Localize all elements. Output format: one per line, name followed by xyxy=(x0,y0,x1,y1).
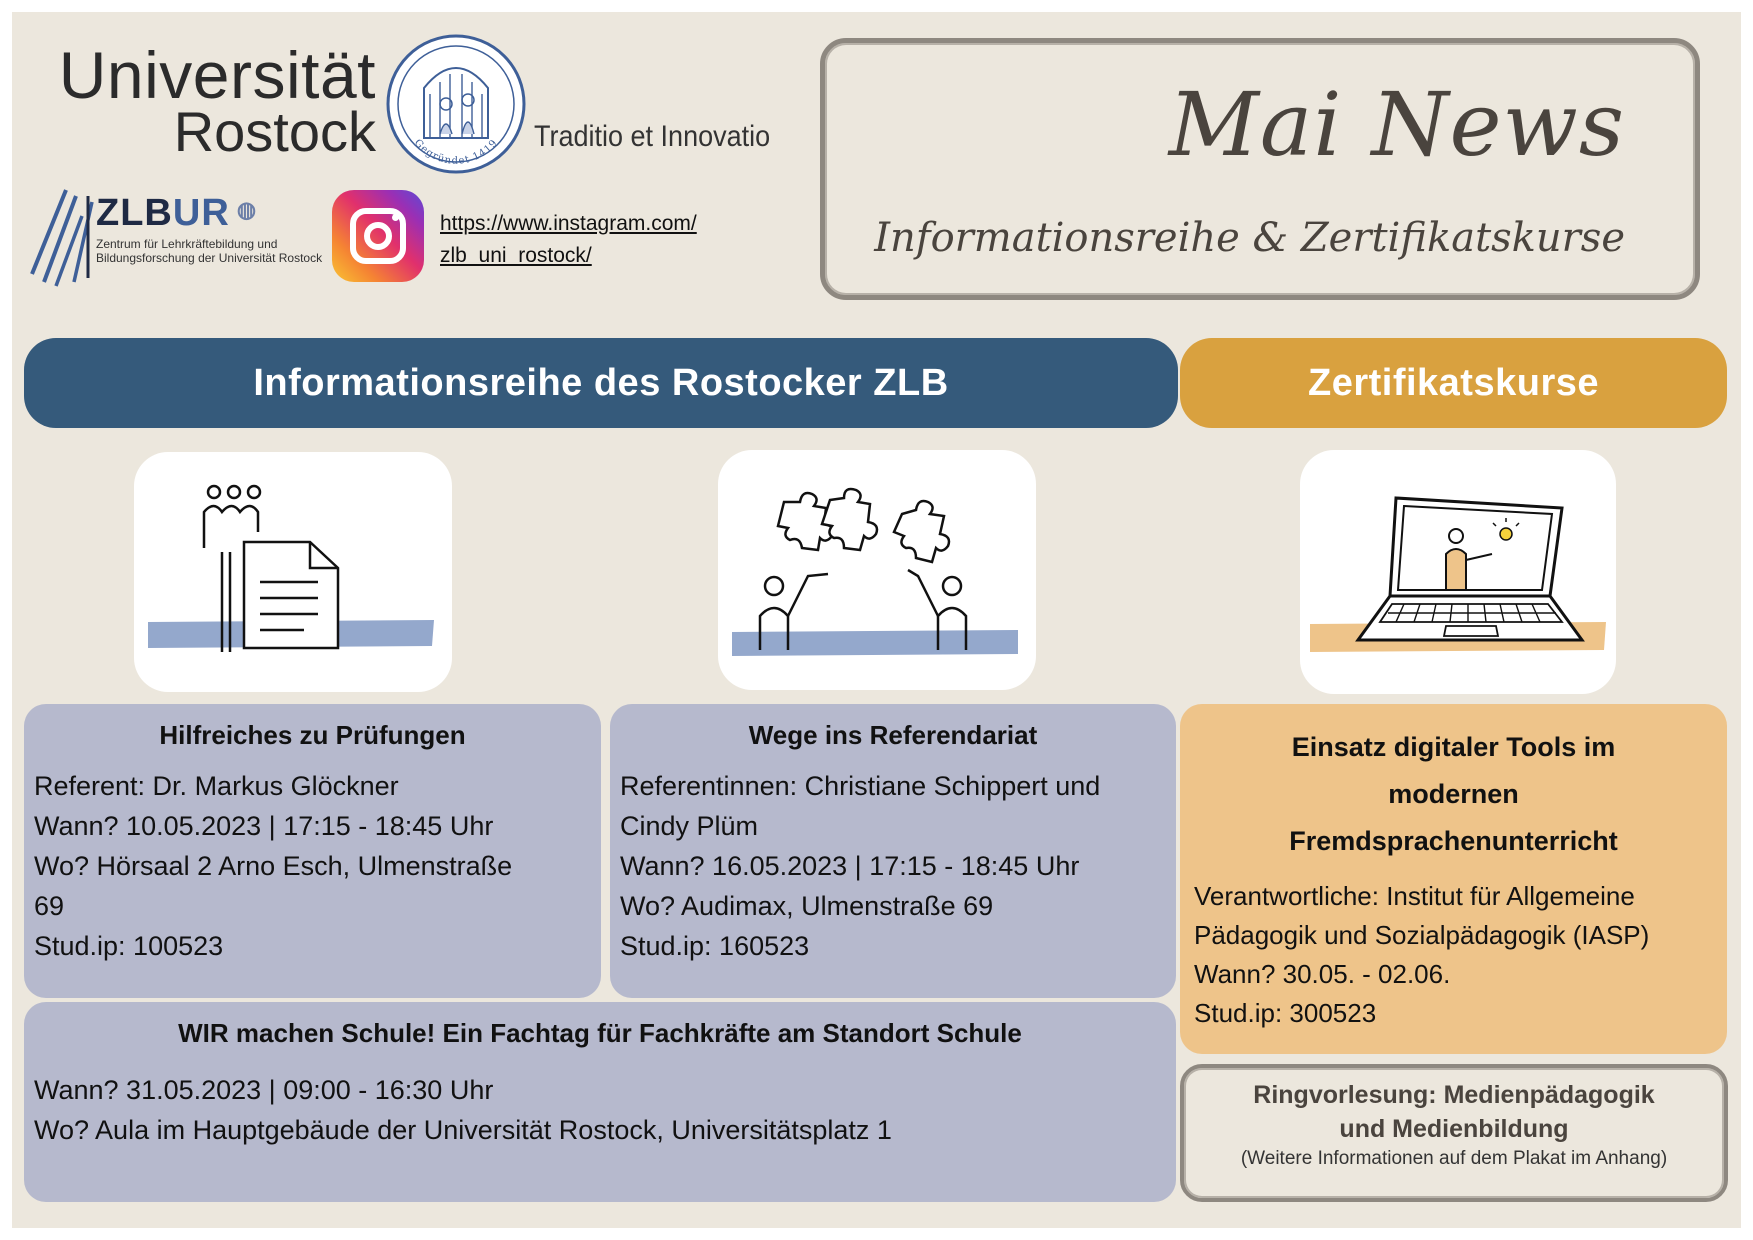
zlb-brand: ZLB xyxy=(96,192,173,234)
seal-text: Gegründet 1419 xyxy=(411,137,501,167)
event-title: WIR machen Schule! Ein Fachtag für Fachkräfte am Standort Schule xyxy=(178,1018,1022,1048)
event-where: Wo? Hörsaal 2 Arno Esch, Ulmenstraße xyxy=(34,851,513,881)
laptop-presenter-icon xyxy=(1300,450,1616,694)
event-studip: Stud.ip: 100523 xyxy=(34,931,224,961)
zlb-title xyxy=(96,192,326,235)
info-series-header: Informationsreihe des Rostocker ZLB xyxy=(24,338,1178,428)
globe-icon: ◍ xyxy=(229,197,258,222)
news-title: Mai News xyxy=(1168,73,1625,176)
event-speaker-cont: Cindy Plüm xyxy=(620,811,759,841)
university-seal-icon xyxy=(382,30,530,178)
event-card-exams xyxy=(24,704,601,998)
event-when: Wann? 31.05.2023 | 09:00 - 16:30 Uhr xyxy=(34,1075,494,1105)
certificate-title-line2: modernen xyxy=(1388,779,1519,809)
university-logo xyxy=(36,38,376,163)
event-card-referendariat xyxy=(610,704,1176,998)
instagram-link-line1[interactable]: https://www.instagram.com/ xyxy=(440,212,697,235)
news-title-box xyxy=(820,38,1700,300)
event-when: Wann? 16.05.2023 | 17:15 - 18:45 Uhr xyxy=(620,851,1080,881)
certificate-studip: Stud.ip: 300523 xyxy=(1194,998,1377,1028)
zlb-subtitle: Zentrum für Lehrkräftebildung und Bildungsforschung der Universität Rostock xyxy=(96,237,323,265)
documents-icon xyxy=(134,452,452,692)
zlb-brand-suffix: UR xyxy=(172,192,230,234)
event-studip: Stud.ip: 160523 xyxy=(620,931,810,961)
certificate-title-line3: Fremdsprachenunterricht xyxy=(1289,826,1618,856)
lecture-title-line2: und Medienbildung xyxy=(1339,1115,1569,1143)
event-where: Wo? Aula im Hauptgebäude der Universität Rostock, Universitätsplatz 1 xyxy=(34,1115,892,1145)
certificate-title-line1: Einsatz digitaler Tools im xyxy=(1291,732,1616,762)
certificates-header: Zertifikatskurse xyxy=(1180,338,1727,428)
event-speaker: Referentinnen: Christiane Schippert und xyxy=(620,771,1101,801)
instagram-link[interactable] xyxy=(440,208,697,272)
zlb-wordmark xyxy=(96,192,326,265)
certificate-when: Wann? 30.05. - 02.06. xyxy=(1194,959,1451,989)
event-where: Wo? Audimax, Ulmenstraße 69 xyxy=(620,891,994,921)
page-background xyxy=(12,12,1741,1228)
event-card-fachtag xyxy=(24,1002,1176,1202)
university-name-line1: Universität xyxy=(58,38,376,112)
certificate-card-digital-tools xyxy=(1180,704,1727,1054)
news-subtitle: Informationsreihe & Zertifikatskurse xyxy=(874,215,1625,261)
tagline: Traditio et Innovatio xyxy=(534,120,771,153)
event-title: Wege ins Referendariat xyxy=(748,720,1038,750)
event-where-cont: 69 xyxy=(34,891,65,921)
certificate-title xyxy=(1194,724,1713,865)
event-title: Hilfreiches zu Prüfungen xyxy=(159,720,466,750)
lecture-note: (Weitere Informationen auf dem Plakat im Anhang) xyxy=(1240,1148,1668,1169)
certificate-responsible: Verantwortliche: Institut für Allgemeine xyxy=(1194,881,1635,911)
university-name-line2: Rostock xyxy=(173,100,376,163)
certificate-responsible-cont: Pädagogik und Sozialpädagogik (IASP) xyxy=(1194,920,1650,950)
lecture-series-box xyxy=(1180,1064,1728,1202)
instagram-link-line2[interactable]: zlb_uni_rostock/ xyxy=(440,244,592,267)
event-when: Wann? 10.05.2023 | 17:15 - 18:45 Uhr xyxy=(34,811,494,841)
instagram-icon[interactable] xyxy=(332,190,424,282)
puzzle-people-icon xyxy=(718,450,1036,690)
event-speaker: Referent: Dr. Markus Glöckner xyxy=(34,771,399,801)
lecture-title-line1: Ringvorlesung: Medienpädagogik xyxy=(1253,1081,1655,1109)
